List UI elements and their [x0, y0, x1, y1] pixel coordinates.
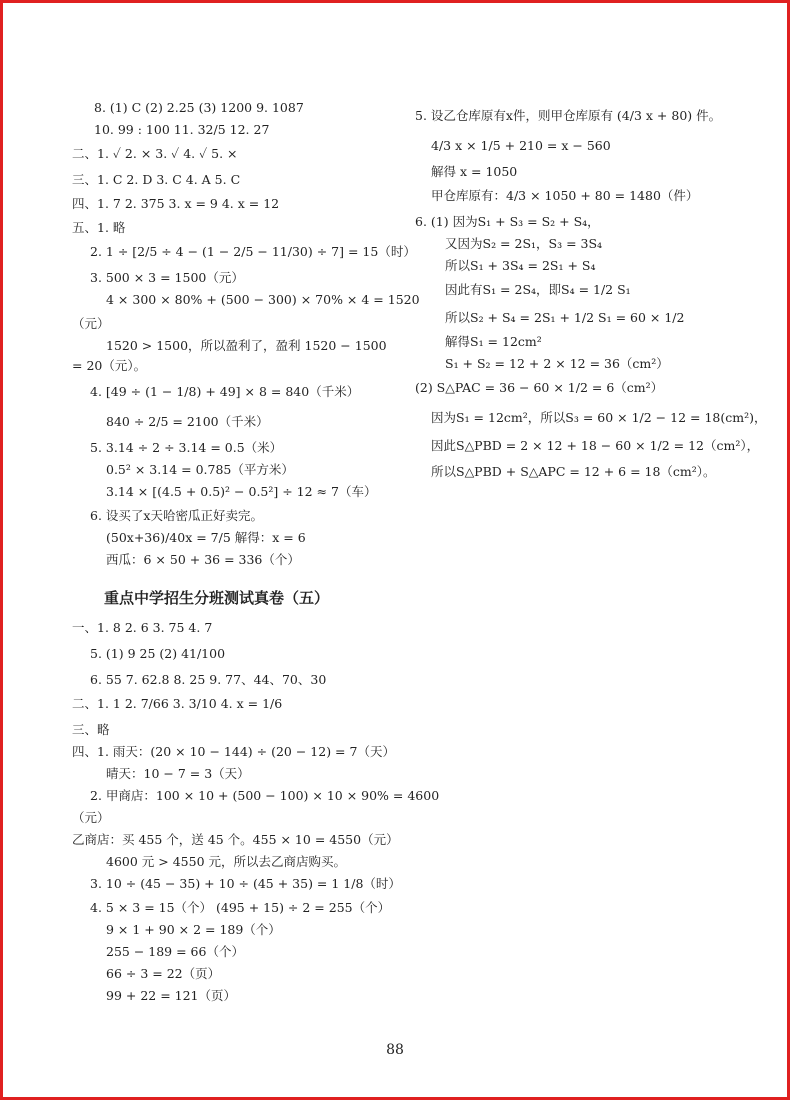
answer-line: 所以S△PBD + S△APC = 12 + 6 = 18（cm²）。 — [431, 464, 716, 479]
answer-line: 4/3 x × 1/5 + 210 = x − 560 — [431, 138, 611, 153]
answer-line: 晴天：10 − 7 = 3（天） — [106, 766, 250, 781]
answer-line: 0.5² × 3.14 = 0.785（平方米） — [106, 462, 294, 477]
answer-line: 因此有S₁ = 2S₄，即S₄ = 1/2 S₁ — [445, 282, 631, 297]
answer-line: 6. (1) 因为S₁ + S₃ = S₂ + S₄， — [415, 214, 600, 229]
section-title: 重点中学招生分班测试真卷（五） — [104, 589, 330, 607]
answer-line: 5. 设乙仓库原有x件，则甲仓库原有 (4/3 x + 80) 件。 — [415, 108, 722, 123]
answer-line: 二、1. ✓ 2. × 3. ✓ 4. ✓ 5. × — [72, 146, 238, 161]
answer-line: 9 × 1 + 90 × 2 = 189（个） — [106, 922, 281, 937]
answer-line: 3. 10 ÷ (45 − 35) + 10 ÷ (45 + 35) = 1 1/8（时） — [90, 876, 401, 891]
answer-line: 6. 55 7. 62.8 8. 25 9. 77、44、70、30 — [90, 672, 327, 687]
answer-line: 4. [49 ÷ (1 − 1/8) + 49] × 8 = 840（千米） — [90, 384, 360, 399]
answer-line: 4 × 300 × 80% + (500 − 300) × 70% × 4 = 1520 — [106, 292, 420, 307]
answer-line: 3. 500 × 3 = 1500（元） — [90, 270, 244, 285]
answer-line: 甲仓库原有：4/3 × 1050 + 80 = 1480（件） — [431, 188, 699, 203]
answer-line: （元） — [72, 810, 110, 825]
answer-line: 五、1. 略 — [72, 220, 126, 235]
answer-line: 解得 x = 1050 — [431, 164, 518, 179]
answer-line: 66 ÷ 3 = 22（页） — [106, 966, 221, 981]
answer-line: 解得S₁ = 12cm² — [445, 334, 542, 349]
answer-line: 又因为S₂ = 2S₁，S₃ = 3S₄ — [445, 236, 603, 251]
answer-line: 4600 元 > 4550 元，所以去乙商店购买。 — [106, 854, 346, 869]
answer-line: 8. (1) C (2) 2.25 (3) 1200 9. 1087 — [94, 100, 304, 115]
answer-line: 4. 5 × 3 = 15（个） (495 + 15) ÷ 2 = 255（个） — [90, 900, 391, 915]
answer-line: (2) S△PAC = 36 − 60 × 1/2 = 6（cm²） — [415, 380, 664, 395]
answer-line: = 20（元）。 — [72, 358, 147, 373]
answer-line: 2. 1 ÷ [2/5 ÷ 4 − (1 − 2/5 − 11/30) ÷ 7] = 15（时） — [90, 244, 416, 259]
answer-line: 10. 99 : 100 11. 32/5 12. 27 — [94, 122, 270, 137]
answer-line: (50x+36)/40x = 7/5 解得：x = 6 — [106, 530, 306, 545]
answer-line: 西瓜：6 × 50 + 36 = 336（个） — [106, 552, 300, 567]
answer-line: 三、1. C 2. D 3. C 4. A 5. C — [72, 172, 241, 187]
answer-line: 255 − 189 = 66（个） — [106, 944, 244, 959]
answer-line: 6. 设买了x天哈密瓜正好卖完。 — [90, 508, 263, 523]
answer-line: 1520 > 1500，所以盈利了，盈利 1520 − 1500 — [106, 338, 387, 353]
answer-line: 四、1. 7 2. 375 3. x = 9 4. x = 12 — [72, 196, 280, 211]
answer-line: 840 ÷ 2/5 = 2100（千米） — [106, 414, 269, 429]
answer-line: 因此S△PBD = 2 × 12 + 18 − 60 × 1/2 = 12（cm²）， — [431, 438, 760, 453]
answer-line: 因为S₁ = 12cm²，所以S₃ = 60 × 1/2 − 12 = 18(cm²)， — [431, 410, 767, 425]
answer-line: 3.14 × [(4.5 + 0.5)² − 0.5²] ÷ 12 ≈ 7（车） — [106, 484, 377, 499]
answer-line: 5. (1) 9 25 (2) 41/100 — [90, 646, 226, 661]
answer-line: 99 + 22 = 121（页） — [106, 988, 237, 1003]
answer-line: 所以S₁ + 3S₄ = 2S₁ + S₄ — [445, 258, 596, 273]
answer-line: 一、1. 8 2. 6 3. 75 4. 7 — [72, 620, 213, 635]
answer-line: 5. 3.14 ÷ 2 ÷ 3.14 = 0.5（米） — [90, 440, 283, 455]
answer-line: 所以S₂ + S₄ = 2S₁ + 1/2 S₁ = 60 × 1/2 — [445, 310, 685, 325]
answer-line: 四、1. 雨天：(20 × 10 − 144) ÷ (20 − 12) = 7（天） — [72, 744, 395, 759]
answer-line: 三、略 — [72, 722, 110, 737]
answer-line: 2. 甲商店：100 × 10 + (500 − 100) × 10 × 90% = 4600 — [90, 788, 440, 803]
answer-line: （元） — [72, 316, 110, 331]
answer-line: 乙商店：买 455 个，送 45 个。455 × 10 = 4550（元） — [72, 832, 399, 847]
answer-line: S₁ + S₂ = 12 + 2 × 12 = 36（cm²） — [445, 356, 669, 371]
page-number: 88 — [386, 1042, 404, 1058]
answer-line: 二、1. 1 2. 7/66 3. 3/10 4. x = 1/6 — [72, 696, 283, 711]
